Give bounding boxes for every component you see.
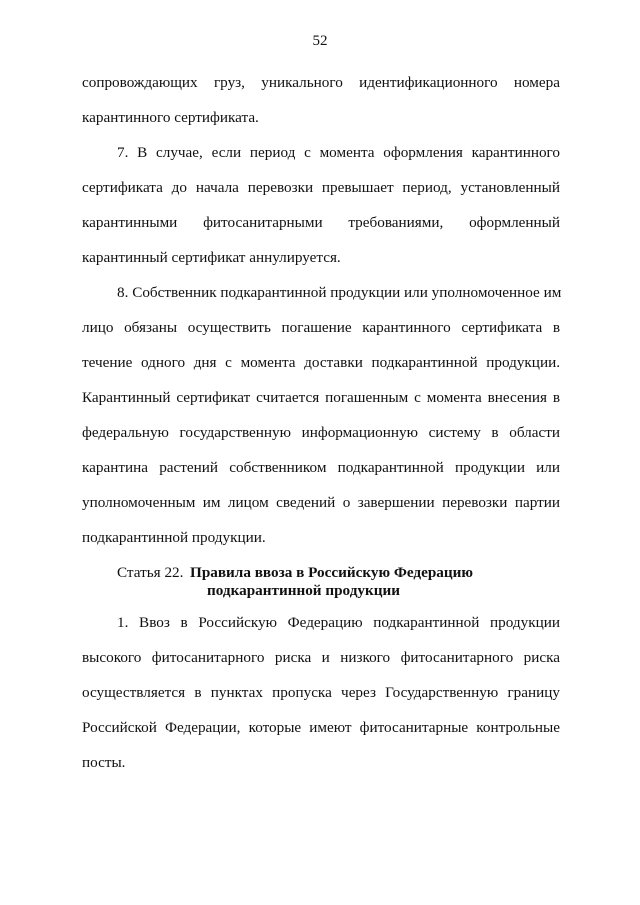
text-line: подкарантинной продукции.	[82, 529, 266, 546]
text-line: Карантинный сертификат считается погашенным с момента внесения в	[82, 389, 560, 406]
text-line: сопровождающих груз, уникального идентификационного номера	[82, 74, 560, 91]
text-line: осуществляется в пунктах пропуска через Государственную границу	[82, 684, 560, 701]
text-line: карантинными фитосанитарными требованиями, оформленный	[82, 214, 560, 231]
article-title-line-1: Правила ввоза в Российскую Федерацию	[190, 564, 474, 581]
page-number: 52	[312, 33, 328, 49]
text-line: уполномоченным им лицом сведений о завершении перевозки партии	[82, 494, 560, 511]
paragraph-8-first-line: 8. Собственник подкарантинной продукции или уполномоченное им	[117, 284, 562, 301]
text-line: карантина растений собственником подкарантинной продукции или	[82, 459, 560, 476]
text-line: карантинный сертификат аннулируется.	[82, 249, 341, 266]
text-line: Российской Федерации, которые имеют фитосанитарные контрольные	[82, 719, 560, 736]
text-line: федеральную государственную информационную систему в области	[82, 424, 560, 441]
text-line: сертификата до начала перевозки превышает период, установленный	[82, 179, 560, 196]
text-line: лицо обязаны осуществить погашение карантинного сертификата в	[82, 319, 560, 336]
text-line: течение одного дня с момента доставки подкарантинной продукции.	[82, 354, 560, 371]
article-22-paragraph-1-first-line: 1. Ввоз в Российскую Федерацию подкарантинной продукции	[117, 614, 560, 631]
article-label: Статья 22.	[117, 564, 184, 581]
text-line: посты.	[82, 754, 126, 771]
article-title-line-2: подкарантинной продукции	[207, 582, 400, 599]
paragraph-7-first-line: 7. В случае, если период с момента оформления карантинного	[117, 144, 560, 161]
text-line: карантинного сертификата.	[82, 109, 259, 126]
text-line: высокого фитосанитарного риска и низкого фитосанитарного риска	[82, 649, 560, 666]
